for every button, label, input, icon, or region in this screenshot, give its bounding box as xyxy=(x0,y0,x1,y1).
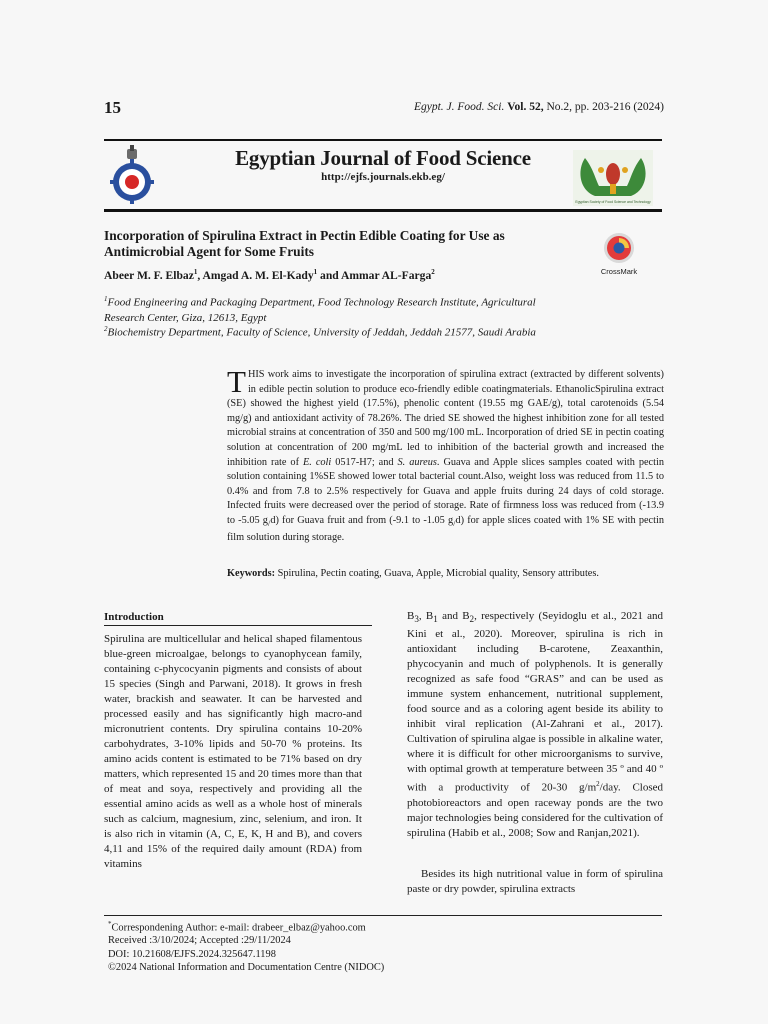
author-name: and Ammar AL-Farga xyxy=(317,268,432,282)
body-text: B xyxy=(407,610,415,622)
crossmark-icon xyxy=(596,232,642,264)
author-name: Abeer M. F. Elbaz xyxy=(104,268,194,282)
crossmark-label: CrossMark xyxy=(600,267,638,276)
masthead-bottom-rule xyxy=(104,209,662,212)
society-logo-caption: Egyptian Society of Food Science and Technology xyxy=(575,200,651,204)
citation-rest: No.2, pp. 203-216 (2024) xyxy=(546,101,664,113)
author-list xyxy=(104,268,435,282)
journal-citation xyxy=(414,101,664,113)
body-column-right xyxy=(407,609,663,841)
keywords-label: Keywords: xyxy=(227,568,276,579)
footnote-mark: * xyxy=(108,920,112,928)
body-text: , respectively (Seyidoglu et al., 2021 and Kini et al., 2020). Moreover, spirulina is rich in antioxidant including B-carotene, Zeaxanthin, phycocyanin and much of polyphenols. It is generally recognized as safe food “GRAS” and can be used as immune system enhancement, nutritional supplement, food source and as a coloring agent beside its ability to inhibit viral replication (Al-Zahrani et al., 2017). Cultivation of spirulina algae is possible in alkaline water, where it is difficult for other microorganisms to survive, with optimal growth at temperature between 35 º and 40 º with a productivity of 20-30 g/m xyxy=(407,610,663,794)
vitamin-subscript: 2 xyxy=(469,614,475,625)
unit-subscript: / xyxy=(267,517,271,528)
abstract-text: 0517-H7; and xyxy=(331,456,398,468)
affiliation-1 xyxy=(104,292,574,326)
affiliation-mark: 2 xyxy=(104,325,108,333)
author-affiliation-mark: 1 xyxy=(193,268,198,276)
section-heading: Introduction xyxy=(104,611,164,623)
author-affiliation-mark: 1 xyxy=(313,268,318,276)
correspondence-text: Correspondening Author: e-mail: drabeer_elbaz@yahoo.com xyxy=(111,922,366,934)
affiliation-text: Food Engineering and Packaging Department, Food Technology Research Institute, Agricultural Research Center, Giza, 12613, Egypt xyxy=(104,296,536,324)
masthead-top-rule xyxy=(104,139,662,141)
body-column-left: Spirulina are multicellular and helical shaped filamentous blue-green microalgae, belongs to cyanophycean family, containing c-phycocyanin pigments and consists of about 15 species (Singh and Parwani, 2018). It grows in fresh water, brackish and seawater. It can be harvested and processed easily and has significantly high macro-and micronutrient contents. Dry spirulina contains 10-20% carbohydrates, 3-10% lipids and 50-70 % proteins. Its amino acids content is estimated to be 71% based on dry matters, which represented 15 and 20 times more than that of meat and soya, respectively and providing all the essential amino acids as well as a whole host of minerals such as calcium, magnesium, zinc, selenium, and iron. It is also rich in vitamin (A, C, E, K, H and B), and covers 4,11 and 15% of the required daily amount (RDA) from vitamins xyxy=(104,633,362,870)
body-text: and B xyxy=(437,610,470,622)
unit-superscript: 2 xyxy=(596,780,600,789)
keywords xyxy=(227,568,664,579)
section-heading-rule xyxy=(104,625,372,626)
received-dates: Received :3/10/2024; Accepted :29/11/2024 xyxy=(108,935,291,946)
body-paragraph: Besides its high nutritional value in form of spirulina paste or dry powder, spirulina extracts xyxy=(407,868,663,895)
vitamin-subscript: 3 xyxy=(414,614,419,625)
body-text: /day. Closed photobioreactors and open raceway ponds are the two major technologies being considered for the cultivation of spirulina (Habib et al., 2008; Sow and Ranjan,2021). xyxy=(407,781,664,839)
page-number: 15 xyxy=(104,98,121,117)
unit-subscript: / xyxy=(453,517,456,528)
abstract-dropcap: T xyxy=(227,364,246,399)
affiliation-2 xyxy=(104,322,574,341)
citation-journal: Egypt. J. Food. Sci. xyxy=(413,101,505,113)
doi[interactable]: DOI: 10.21608/EJFS.2024.325647.1198 xyxy=(108,949,276,960)
abstract-text: d) for Guava fruit and from (-9.1 to -1.05 g xyxy=(270,514,454,526)
society-logo-icon xyxy=(573,150,653,206)
affiliation-mark: 1 xyxy=(104,295,108,303)
abstract xyxy=(227,364,664,545)
journal-url[interactable]: http://ejfs.journals.ekb.eg/ xyxy=(321,171,445,183)
organism-name: S. aureus xyxy=(397,456,437,468)
organism-name: E. coli xyxy=(302,456,332,468)
correspondence-note xyxy=(108,920,366,933)
affiliation-text: Biochemistry Department, Faculty of Science, University of Jeddah, Jeddah 21577, Saudi Arabia xyxy=(107,326,536,339)
author-name: , Amgad A. M. El-Kady xyxy=(197,268,314,282)
copyright: ©2024 National Information and Documentation Centre (NIDOC) xyxy=(108,962,385,973)
keywords-list: Spirulina, Pectin coating, Guava, Apple, Microbial quality, Sensory attributes. xyxy=(275,568,599,579)
article-title: Incorporation of Spirulina Extract in Pectin Edible Coating for Use as Antimicrobial Agent for Some Fruits xyxy=(104,228,505,259)
crossmark-badge[interactable] xyxy=(596,232,642,274)
abstract-text: d) for apple slices coated with 1% SE with pectin film solution during storage. xyxy=(227,514,664,543)
abstract-text: . Guava and Apple slices samples coated with pectin solution containing 1%SE showed lower total bacterial count.Also, weight loss was reduced from 11.5 to 0.4% and from 7.8 to 2.5% respectively for Guava and apple fruits during 24 days of cold storage. Infected fruits were decreased over the period of storage. Rate of firmness loss was reduced from (-13.9 to -5.05 g xyxy=(227,456,664,526)
footnote-rule xyxy=(104,915,662,916)
citation-volume: Vol. 52, xyxy=(507,101,544,113)
author-affiliation-mark: 2 xyxy=(431,268,435,276)
journal-title: Egyptian Journal of Food Science xyxy=(235,146,531,170)
abstract-text: HIS work aims to investigate the incorporation of spirulina extract (extracted by different solvents) in edible pectin solution to produce eco-friendly edible coatingmaterials. EthanolicSpirulina extract (SE) showed the highest yield (17.5%), phenolic content (19.55 mg GAE/g), total carotenoids (5.54 mg/g) and antioxidant activity of 78.26%. The dried SE showed the highest inhibition zone for all tested microbial strains at concentration of 350 and 500 mg/100 mL. Incorporation of dried SE in pectin coating solution at concentration of 200 mg/mL led to inhibition of the bacterial growth and increased the inhibition rate of xyxy=(227,369,664,468)
vitamin-subscript: 1 xyxy=(433,614,438,625)
body-text: , B xyxy=(418,610,434,622)
